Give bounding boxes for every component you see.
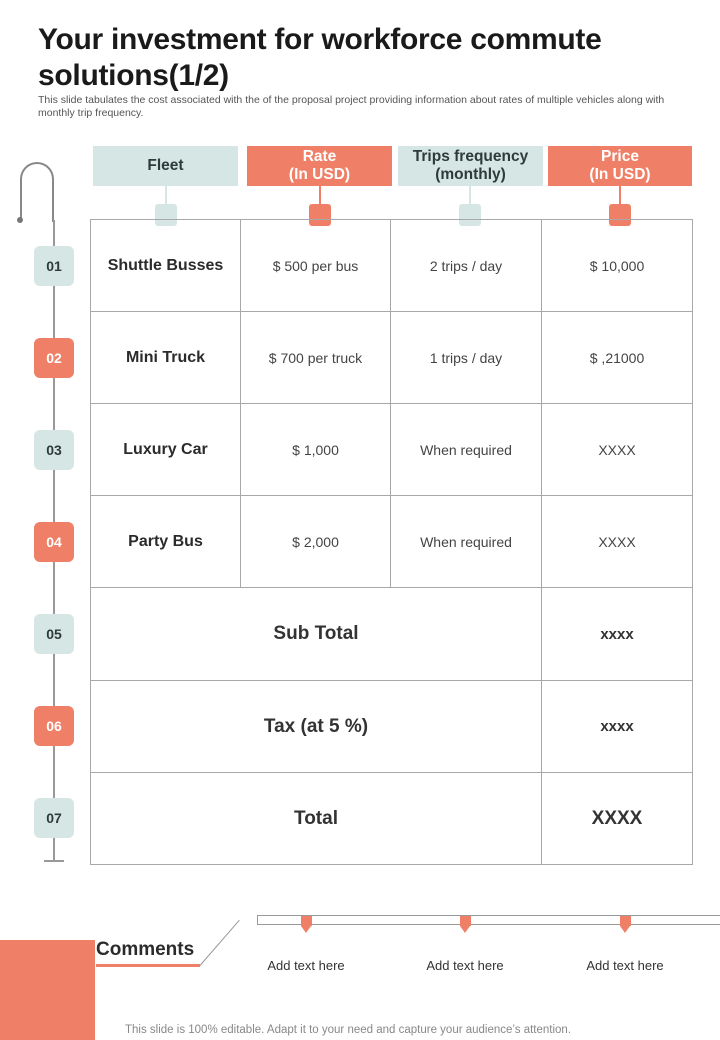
pin-marker-icon — [460, 916, 471, 926]
page-title: Your investment for workforce commute solutions(1/2) — [38, 23, 602, 92]
comments-track — [257, 924, 720, 925]
trips-cell: When required — [420, 441, 512, 458]
comment-text[interactable]: Add text here — [426, 958, 504, 973]
fleet-cell: Shuttle Busses — [107, 256, 224, 274]
footer-note: This slide is 100% editable. Adapt it to your need and capture your audience’s attention. — [125, 1024, 572, 1036]
fleet-cell: Mini Truck — [125, 348, 206, 366]
trips-cell: When required — [420, 533, 512, 550]
timeline-hook — [20, 162, 54, 222]
header-price-line2: (In USD) — [589, 166, 651, 183]
price-cell: XXXX — [598, 441, 636, 458]
header-fleet — [93, 146, 238, 186]
total-value: XXXX — [591, 807, 643, 829]
pin-marker-icon — [620, 916, 631, 926]
fleet-cell: Party Bus — [128, 532, 203, 550]
trips-cell: 1 trips / day — [429, 349, 503, 366]
header-fleet-label: Fleet — [147, 157, 184, 174]
tax-label: Tax (at 5 %) — [263, 715, 369, 737]
trips-cell: 2 trips / day — [429, 257, 503, 274]
row-number-badge: 05 — [34, 614, 74, 654]
tax-value: xxxx — [600, 718, 634, 735]
comments-track-end — [257, 915, 258, 925]
header-rate — [247, 146, 392, 186]
fleet-cell: Luxury Car — [123, 440, 208, 458]
comment-text[interactable]: Add text here — [586, 958, 664, 973]
header-connector — [165, 186, 167, 204]
row-number-badge: 04 — [34, 522, 74, 562]
comment-text[interactable]: Add text here — [267, 958, 345, 973]
timeline-dot — [17, 217, 23, 223]
price-cell: $ 10,000 — [589, 257, 645, 274]
header-rate-line2: (In USD) — [288, 166, 351, 183]
rate-cell: $ 700 per truck — [268, 349, 363, 366]
pin-marker-icon — [301, 916, 312, 926]
comments-accent-block — [0, 940, 95, 1040]
rate-cell: $ 2,000 — [292, 533, 339, 550]
price-cell: $ ,21000 — [589, 349, 645, 366]
page-subtitle: This slide tabulates the cost associated with the of the proposal project providing information about rates of multiple vehicles along with monthly trip frequency. — [38, 94, 665, 119]
comments-track — [257, 915, 720, 916]
comments-underline — [96, 964, 200, 967]
rate-cell: $ 500 per bus — [272, 257, 359, 274]
header-connector — [469, 186, 471, 204]
subtotal-value: xxxx — [600, 625, 634, 643]
header-connector — [319, 186, 321, 204]
row-number-badge: 07 — [34, 798, 74, 838]
header-connector — [619, 186, 621, 204]
row-number-badge: 02 — [34, 338, 74, 378]
header-rate-line1: Rate — [302, 148, 337, 165]
total-label: Total — [294, 807, 338, 829]
header-trips-line1: Trips frequency — [412, 148, 529, 165]
price-cell: XXXX — [598, 533, 636, 550]
row-number-badge: 06 — [34, 706, 74, 746]
header-price-line1: Price — [601, 148, 639, 165]
rate-cell: $ 1,000 — [292, 441, 339, 458]
header-trips-line2: (monthly) — [435, 166, 506, 183]
comments-connector — [200, 920, 240, 966]
row-number-badge: 01 — [34, 246, 74, 286]
comments-title: Comments — [96, 939, 195, 960]
row-number-badge: 03 — [34, 430, 74, 470]
timeline-base — [44, 860, 64, 862]
subtotal-label: Sub Total — [273, 623, 359, 644]
header-trips — [398, 146, 543, 186]
header-price — [548, 146, 692, 186]
